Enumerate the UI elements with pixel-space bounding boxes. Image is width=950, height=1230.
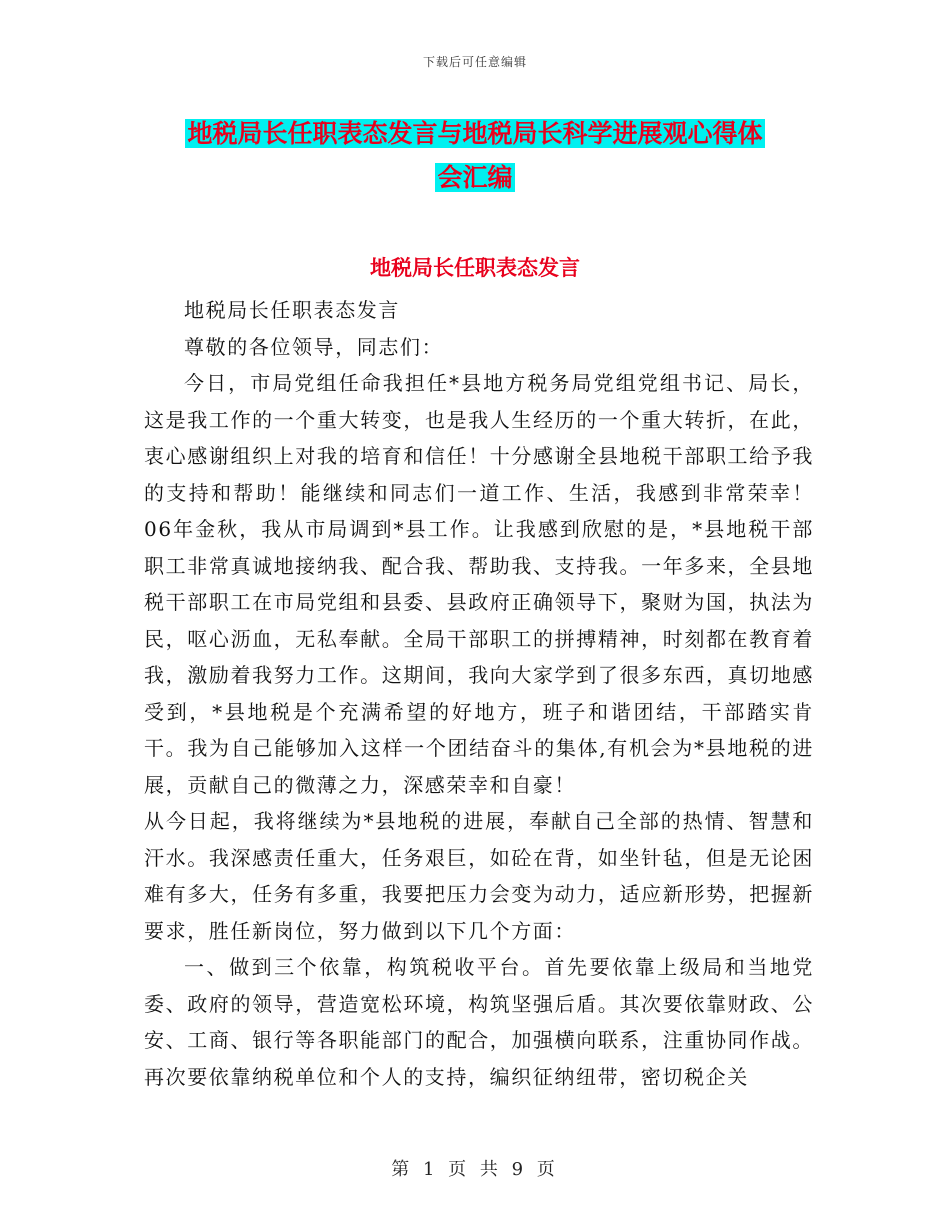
header-note: 下载后可任意编辑 xyxy=(422,55,527,69)
paragraph-salutation: 尊敬的各位领导，同志们： xyxy=(184,334,444,359)
document-title-line-2 xyxy=(0,158,950,194)
paragraph-subtitle: 地税局长任职表态发言 xyxy=(184,298,400,322)
paragraph-2: 从今日起，我将继续为*县地税的进展，奉献自己全部的热情、智慧和汗水。我深感责任重大，任务艰巨，如砼在背，如坐针毡，但是无论困难有多大，任务有多重，我要把压力会变为动力，适应新形势，把握新要求，胜任新岗位，努力做到以下几个方面： xyxy=(144,809,814,943)
paragraph-3: 一、做到三个依靠，构筑税收平台。首先要依靠上级局和当地党委、政府的领导，营造宽松环境，构筑坚强后盾。其次要依靠财政、公安、工商、银行等各职能部门的配合，加强横向联系，注重协同作战。再次要依靠纳税单位和个人的支持，编织征纳纽带，密切税企关 xyxy=(144,955,814,1089)
paragraph-1: 今日，市局党组任命我担任*县地方税务局党组党组书记、局长，这是我工作的一个重大转变，也是我人生经历的一个重大转折，在此，衷心感谢组织上对我的培育和信任！十分感谢全县地税干部职工给予我的支持和帮助！能继续和同志们一道工作、生活，我感到非常荣幸！06年金秋，我从市局调到*县工作。让我感到欣慰的是，*县地税干部职工非常真诚地接纳我、配合我、帮助我、支持我。一年多来，全县地税干部职工在市局党组和县委、县政府正确领导下，聚财为国，执法为民，呕心沥血，无私奉献。全局干部职工的拼搏精神，时刻都在教育着我，激励着我努力工作。这期间，我向大家学到了很多东西，真切地感受到，*县地税是个充满希望的好地方，班子和谐团结，干部踏实肯干。我为自己能够加入这样一个团结奋斗的集体,有机会为*县地税的进展，贡献自己的微薄之力，深感荣幸和自豪！ xyxy=(144,371,814,797)
document-title-text-2: 会汇编 xyxy=(437,163,513,192)
document-title-line-1 xyxy=(0,114,950,150)
document-body xyxy=(144,292,814,1095)
document-title-text-1: 地税局长任职表态发言与地税局长科学进展观心得体 xyxy=(187,119,763,148)
section-title: 地税局长任职表态发言 xyxy=(370,256,580,280)
page-number: 第 1 页 共 9 页 xyxy=(391,1159,559,1180)
